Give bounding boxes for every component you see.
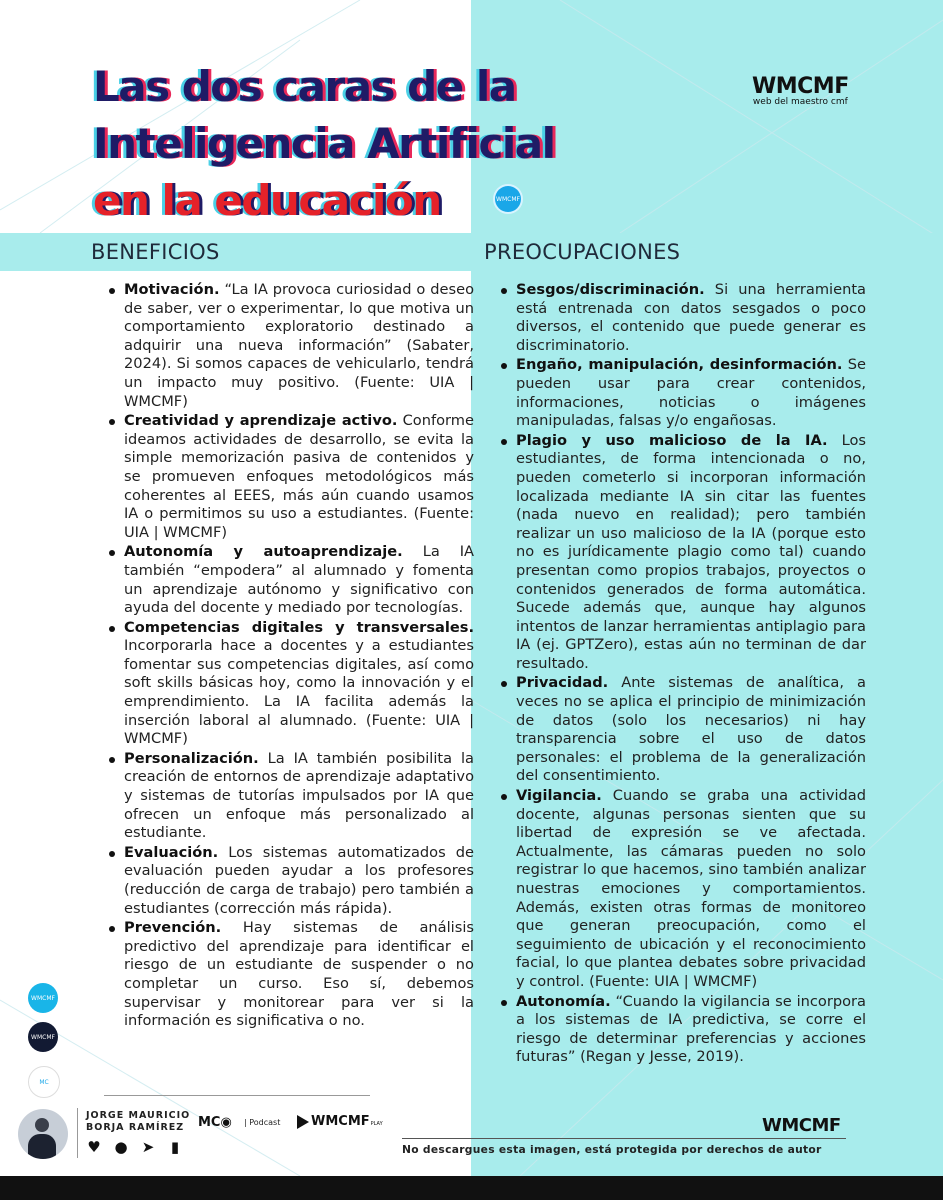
list-item-text: La IA también “empodera” al alumnado y fomenta un aprendizaje autónomo y significativo con ayuda del docente y mediado por tecnologías. [124, 543, 475, 617]
list-item-term: Prevención. [124, 919, 222, 937]
wmcmf-play-logo [297, 1114, 383, 1129]
author-name [86, 1110, 190, 1134]
list-item-text: Los sistemas automatizados de evaluación pueden ayudar a los profesores (reducción de carga de trabajo) pero también a estudiantes (corrección más rápida). [124, 843, 474, 917]
list-item-text: Cuando se graba una actividad docente, algunas personas sienten que su libertad de expresión se ve afectada. Actualmente, las cámaras pueden no solo registrar lo que hacemos, sino también analizar nuestras emociones y comportamientos. Además, existen otras formas de monitoreo que generan preocupación, como el seguimiento de ubicación y el reconocimiento facial, lo que plantea debates sobre privacidad y control. (Fuente: UIA | WMCMF) [516, 787, 866, 990]
list-item-text: “Cuando la vigilancia se incorpora a los sistemas de IA predictiva, se corre el riesgo de determinar preferencias y acciones futuras” (Regan y Jesse, 2019). [516, 992, 866, 1066]
title-line-1: Las dos caras de la [93, 62, 516, 111]
brand-logo [752, 74, 849, 107]
title-line-2: Inteligencia Artificial [93, 119, 555, 168]
list-item-text: Si una herramienta está entrenada con datos sesgados o poco diversos, el contenido que puede generar es discriminatorio. [516, 281, 866, 354]
list-item-text: Ante sistemas de analítica, a veces no se aplica el principio de minimización de datos (solo los necesarios) ni hay transparencia sobre el uso de datos personales: el problema de la generalización del consentimiento. [516, 674, 866, 785]
list-item-term: Sesgos/discriminación. [516, 281, 705, 298]
concerns-list [496, 281, 866, 1068]
list-item [516, 993, 866, 1067]
list-item-term: Creatividad y aprendizaje activo. [124, 412, 398, 430]
play-logo-suffix: PLAY [370, 1121, 383, 1127]
list-item [124, 543, 474, 617]
concerns-heading: PREOCUPACIONES [484, 240, 681, 264]
list-item [516, 432, 866, 674]
comment-icon[interactable]: ● [114, 1138, 128, 1156]
title-line-3: en la educación [93, 176, 441, 225]
footer-logo: WMCMF [762, 1115, 841, 1136]
list-item [516, 281, 866, 355]
list-item-term: Personalización. [124, 749, 259, 767]
avatar [18, 1109, 68, 1159]
play-icon [297, 1115, 309, 1129]
list-item [516, 787, 866, 992]
footer-divider [104, 1095, 370, 1096]
mc-circle-icon[interactable] [28, 1066, 60, 1098]
list-item [516, 674, 866, 786]
list-item-text: Los estudiantes, de forma intencionada o no, pueden cometerlo si incorporan información localizada mediante IA sin citar las fuentes (nada nuevo en realidad); pero también realizar un uso malicioso de la IA (porque esto no es jurídicamente plagio como tal) cuando presentan como propios trabajos, proyectos o contenidos generados de forma automática. Sucede además que, aunque hay algunos intentos de lanzar herramientas antiplagio para IA (ej. GPTZero), estas aún no terminan de dar resultado. [516, 431, 867, 672]
list-item [516, 356, 866, 430]
list-item-term: Competencias digitales y transversales. [124, 618, 474, 636]
list-item-text: “La IA provoca curiosidad o deseo de saber, ver o experimentar, lo que motiva un comportamiento exploratorio destinado a adquirir una nueva información” (Sabater, 2024). Si somos capaces de vehicularlo, tendrá un impacto muy positivo. (Fuente: UIA | WMCMF) [124, 281, 474, 410]
list-item [124, 919, 474, 1031]
list-item-text: Se pueden usar para crear contenidos, informaciones, noticias o imágenes manipuladas, falsas y/o engañosas. [516, 356, 866, 430]
social-actions [86, 1139, 183, 1155]
copyright-notice: No descargues esta imagen, está protegida por derechos de autor [402, 1143, 822, 1156]
mc-podcast-logo: MC◉ [198, 1115, 232, 1130]
list-item-term: Motivación. [124, 281, 220, 298]
brand-bubble-text: WMCMF [496, 195, 520, 203]
bookmark-icon[interactable]: ▮ [170, 1138, 180, 1156]
list-item-term: Privacidad. [516, 674, 609, 692]
brand-bubble-icon [495, 186, 521, 212]
list-item-term: Autonomía. [516, 992, 611, 1010]
list-item-text: Conforme ideamos actividades de desarrollo, se evita la simple memorización pasiva de contenidos y se promueven enfoques metodológicos más coherentes al EEES, más aún cuando usamos IA o permitimos su uso a estudiantes. (Fuente: UIA | WMCMF) [124, 412, 474, 541]
bottom-bar [0, 1176, 943, 1200]
podcast-label: | Podcast [244, 1118, 281, 1127]
benefits-heading: BENEFICIOS [91, 240, 220, 264]
list-item-text: Incorporarla hace a docentes y a estudiantes fomentar sus competencias digitales, así como soft skills básicas hoy, como la innovación y el emprendimiento. La IA facilita además la inserción laboral al alumnado. (Fuente: UIA | WMCMF) [124, 637, 474, 748]
list-item-term: Plagio y uso malicioso de la IA. [516, 431, 828, 449]
list-item [124, 412, 474, 542]
benefits-list [104, 281, 474, 1032]
side-icon-label: WMCMF [31, 994, 55, 1002]
list-item-term: Vigilancia. [516, 787, 602, 805]
list-item [124, 750, 474, 843]
list-item [124, 844, 474, 918]
list-item-text: La IA también posibilita la creación de entornos de aprendizaje adaptativo y sistemas de tutorías impulsados por IA que ofrecen un enfoque más personalizado al estudiante. [124, 749, 474, 842]
send-icon[interactable]: ➤ [141, 1138, 155, 1156]
list-item [124, 281, 474, 411]
brand-logo-text: WMCMF [752, 74, 849, 99]
author-line-1: JORGE MAURICIO [86, 1110, 191, 1121]
heart-icon[interactable]: ♥ [87, 1138, 101, 1156]
play-logo-text: WMCMF [311, 1114, 370, 1129]
author-line-2: BORJA RAMÍREZ [86, 1122, 185, 1133]
brand-tagline: web del maestro cmf [752, 97, 848, 107]
list-item-text: Hay sistemas de análisis predictivo del aprendizaje para identificar el riesgo de un estudiante de suspender o no completar un curso. Eso sí, debemos supervisar y monitorear para ver si la información es significativa o no. [124, 919, 474, 1030]
list-item-term: Autonomía y autoaprendizaje. [124, 543, 403, 561]
side-icon-label: WMCMF [31, 1033, 55, 1041]
page-title [93, 58, 554, 229]
wmcmf-circle-icon[interactable] [28, 983, 58, 1013]
wmcmf-dark-circle-icon[interactable] [28, 1022, 58, 1052]
list-item-term: Evaluación. [124, 843, 219, 861]
list-item [124, 619, 474, 749]
list-item-term: Engaño, manipulación, desinformación. [516, 356, 843, 374]
footer-rule [402, 1138, 846, 1139]
side-icon-label: MC [39, 1078, 49, 1086]
footer-vertical-divider [77, 1108, 78, 1158]
